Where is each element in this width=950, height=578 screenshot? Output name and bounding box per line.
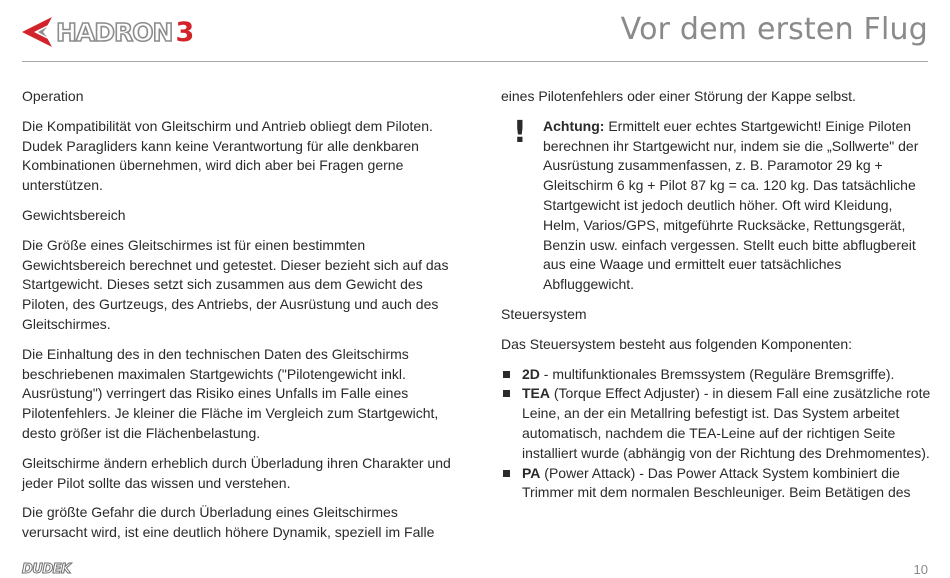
exclamation-icon: ! (513, 114, 527, 150)
warning-box (501, 114, 931, 295)
warning-label: Achtung: (543, 117, 605, 134)
paragraph-overload: Gleitschirme ändern erheblich durch Überladung ihren Charakter und jeder Pilot sollte das wissen und verstehen. (22, 454, 451, 491)
paragraph-compatibility: Die Kompatibilität von Gleitschirm und Antrieb obliegt dem Piloten. Dudek Paragliders kann keine Verantwortung für alle denkbaren Kombinationen übernehmen, wird dich aber bei Fragen gerne unterstützen. (22, 117, 433, 194)
paragraph-max-weight: Die Einhaltung des in den technischen Daten des Gleitschirms beschriebenen maximalen Startgewichts ("Pilotengewicht inkl. Ausrüstung") verringert das Risiko eines Unfalls im Falle eines Pilotenfehlers. Je kleiner die Fläche im Vergleich zum Startgewicht, desto größer ist die Flächenbelastung. (22, 345, 439, 441)
logo-number: 3 (175, 16, 195, 48)
page-number: 10 (913, 562, 928, 577)
bullet-square-icon (503, 371, 510, 378)
list-item-term: 2D (522, 365, 540, 382)
header-divider (22, 61, 928, 62)
list-item-text: (Power Attack) - Das Power Attack System kombiniert die Trimmer mit dem normalen Beschleuniger. Beim Betätigen des (522, 464, 911, 501)
logo-wordmark: HADRON (56, 17, 173, 47)
list-item (501, 384, 931, 463)
paragraph-weight-range: Die Größe eines Gleitschirmes ist für einen bestimmten Gewichtsbereich berechnet und getestet. Dieser bezieht sich auf das Startgewicht. Dieses setzt sich zusammen aus dem Gewicht des Piloten, des Gurtzeugs, des Antriebs, der Ausrüstung und auch des Gleitschirmes. (22, 236, 449, 332)
left-column (22, 87, 452, 553)
dudek-logo (22, 560, 71, 578)
bullet-square-icon (503, 470, 510, 477)
paragraph-danger: Die größte Gefahr die durch Überladung eines Gleitschirmes verursacht wird, ist eine deutlich höhere Dynamik, speziell im Falle (22, 504, 435, 541)
paragraph-continuation: eines Pilotenfehlers oder einer Störung der Kappe selbst. (501, 88, 856, 104)
dudek-wordmark: DUDEK (22, 562, 71, 577)
warning-text: Ermittelt euer echtes Startgewicht! Einige Piloten berechnen ihr Startgewicht nur, indem sie die „Sollwerte" der Ausrüstung zusammenfassen, z. B. Paramotor 29 kg + Gleitschirm 6 kg + Pilot 87 kg = ca. 120 kg. Das tatsächliche Startgewicht ist jedoch deutlich höher. Oft wird Kleidung, Helm, Varios/GPS, mitgeführte Rucksäcke, Rettungsgerät, Benzin usw. einfach vergessen. Stellt euch bitte abflugbereit aus eine Waage und ermittelt euer tatsächliches Abfluggewicht. (543, 117, 919, 293)
paragraph-control-intro: Das Steuersystem besteht aus folgenden Komponenten: (501, 335, 852, 352)
list-item-term: TEA (522, 385, 550, 402)
control-components-list (501, 365, 931, 504)
hadron-chevron-icon (22, 15, 52, 49)
heading-control-system: Steuersystem (501, 305, 587, 322)
list-item-text: - multifunktionales Bremssystem (Reguläre Bremsgriffe). (539, 365, 895, 382)
page-title: Vor dem ersten Flug (620, 12, 928, 47)
list-item (501, 464, 931, 504)
list-item-text: (Torque Effect Adjuster) - in diesem Fall eine zusätzliche rote Leine, an der ein Metallring befestigt ist. Das System arbeitet automatisch, nachdem die TEA-Leine auf der richtigen Seite installiert wurde (abhängig von der Richtung des Drehmomentes). (522, 385, 931, 461)
heading-operation: Operation (22, 88, 84, 104)
bullet-square-icon (503, 390, 510, 397)
list-item (501, 365, 931, 385)
hadron3-logo (22, 14, 194, 50)
list-item-term: PA (522, 464, 541, 481)
heading-weight-range: Gewichtsbereich (22, 206, 126, 223)
right-column (501, 87, 931, 503)
